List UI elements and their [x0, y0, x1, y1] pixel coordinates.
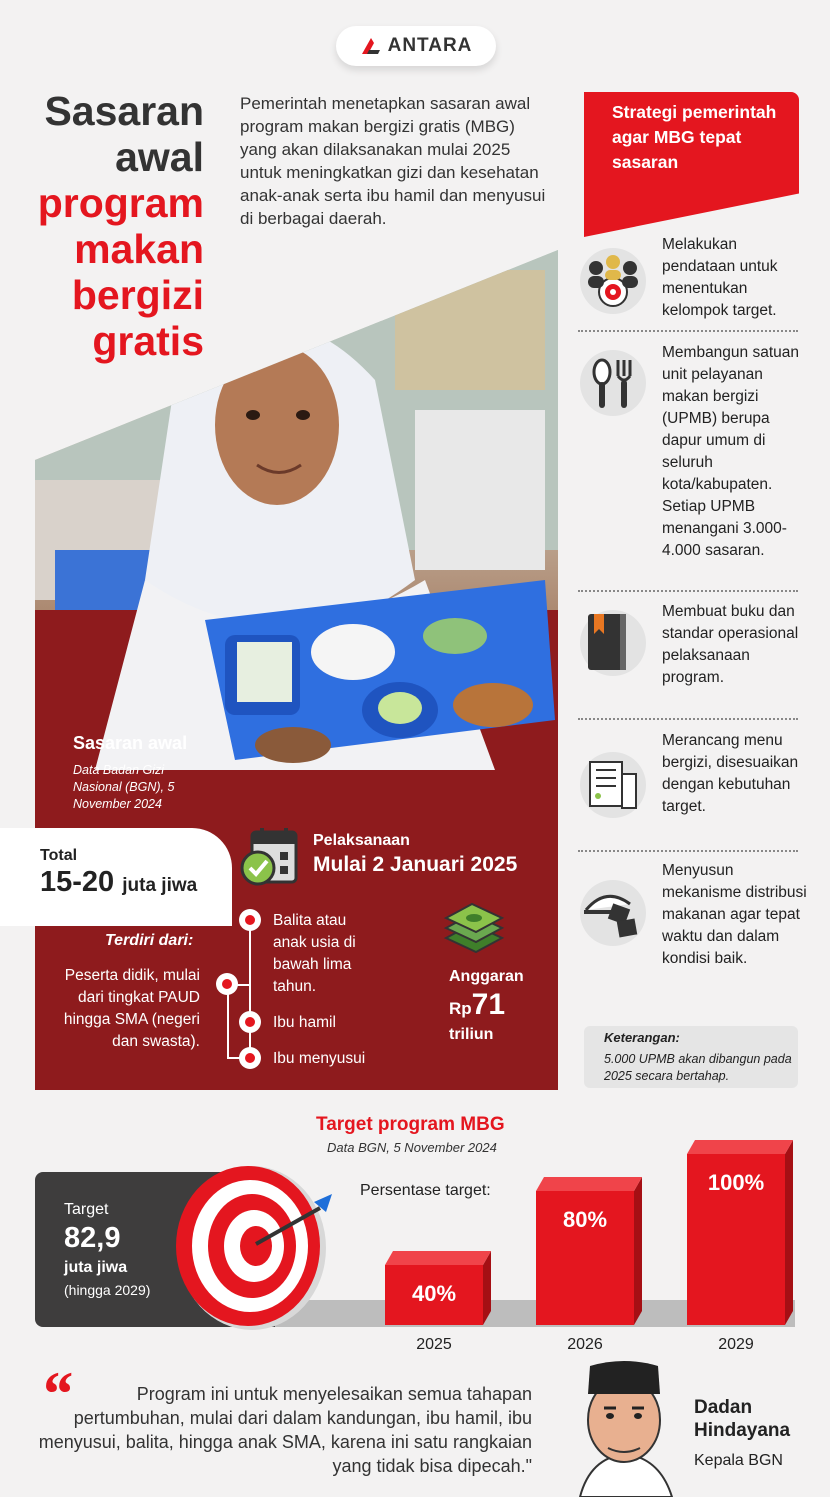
terdiri-label: Terdiri dari:: [105, 932, 194, 949]
bar-2029: [687, 1140, 793, 1353]
bar-year-label: 2026: [567, 1336, 603, 1353]
divider: [578, 718, 798, 720]
bar-value-label: 80%: [562, 1207, 608, 1232]
person-role: Kepala BGN: [694, 1452, 783, 1469]
delivery-icon: [580, 880, 646, 946]
person-portrait: [560, 1358, 690, 1497]
target-note: (hingga 2029): [64, 1282, 151, 1298]
sasaran-item: Ibu hamil: [273, 1014, 336, 1031]
title-line-2: awal: [115, 134, 204, 180]
menu-icon: [580, 752, 646, 818]
bar-side: [634, 1177, 642, 1325]
keterangan-label: Keterangan:: [604, 1030, 680, 1045]
connector-line: [249, 930, 251, 1058]
quote-mark-icon: “: [40, 1358, 72, 1429]
pelaksanaan-value: Mulai 2 Januari 2025: [313, 853, 518, 876]
strategy-item-text: Melakukan pendataan untuk menentukan kelompok target.: [662, 236, 778, 319]
calendar-icon: [240, 828, 298, 886]
divider: [578, 850, 798, 852]
sasaran-item: Balita atau anak usia di bawah lima tahun.: [273, 912, 356, 995]
title-line-3: program: [37, 180, 204, 226]
title-line-5: bergizi: [71, 272, 204, 318]
quote-text: Program ini untuk menyelesaikan semua tahapan pertumbuhan, mulai dari dalam kandungan, ibu hamil, ibu menyusui, balita, hingga anak SMA, karena ini satu rangkaian yang tidak bisa dipecah.": [38, 1384, 532, 1476]
bullet-dot: [239, 1011, 261, 1033]
target-dartboard-icon: [170, 1160, 360, 1335]
bar-value-label: 100%: [707, 1170, 765, 1195]
strategy-item-text: Membuat buku dan standar operasional pelaksanaan program.: [662, 603, 799, 686]
sasaran-label: Sasaran awal: [73, 733, 188, 753]
target-source: Data BGN, 5 November 2024: [327, 1140, 497, 1155]
spoon-fork-icon: [580, 350, 646, 416]
target-bar-chart: [370, 1130, 810, 1360]
divider: [578, 330, 798, 332]
strategy-item-text: Membangun satuan unit pelayanan makan bergizi (UPMB) berupa dapur umum di seluruh kota/kabupaten. Setiap UPMB menangani 3.000-4.000 sasaran.: [662, 344, 800, 559]
anggaran-value: [449, 988, 505, 1022]
connector-line-left: [227, 984, 229, 1058]
bullet-dot: [216, 973, 238, 995]
divider: [578, 590, 798, 592]
target-label: Target: [64, 1201, 109, 1218]
anggaran-number: 71: [471, 988, 506, 1021]
bullet-dot: [239, 1047, 261, 1069]
bullet-dot: [239, 909, 261, 931]
anggaran-label: Anggaran: [449, 968, 524, 985]
bar-year-label: 2029: [718, 1336, 754, 1353]
strategy-item-text: Menyusun mekanisme distribusi makanan agar tepat waktu dan dalam kondisi baik.: [662, 862, 807, 967]
total-value: [40, 866, 197, 899]
strategy-item-text: Merancang menu bergizi, disesuaikan dengan kebutuhan target.: [662, 732, 799, 815]
title-line-4: makan: [74, 226, 204, 272]
bar-top: [687, 1140, 793, 1154]
antara-logo: [336, 26, 496, 66]
total-unit: juta jiwa: [122, 875, 198, 896]
bar-value-label: 40%: [411, 1281, 457, 1306]
keterangan-text: 5.000 UPMB akan dibangun pada 2025 secara bertahap.: [604, 1052, 792, 1083]
target-title: Target program MBG: [316, 1114, 505, 1135]
strategy-title: Strategi pemerintah agar MBG tepat sasaran: [612, 102, 777, 172]
page-title: [38, 88, 204, 364]
money-icon: [436, 902, 508, 960]
anggaran-currency: Rp: [449, 999, 472, 1018]
total-number: 15-20: [40, 866, 115, 898]
bar-side: [785, 1140, 793, 1325]
peserta-didik-text: Peserta didik, mulai dari tingkat PAUD hingga SMA (negeri dan swasta).: [63, 967, 200, 1050]
book-icon: [580, 610, 646, 676]
title-line-1: Sasaran: [44, 88, 204, 134]
target-unit: juta jiwa: [64, 1259, 128, 1276]
pelaksanaan-label: Pelaksanaan: [313, 832, 410, 849]
person-name: Dadan Hindayana: [694, 1397, 791, 1441]
sasaran-item: Ibu menyusui: [273, 1050, 366, 1067]
bar-2026: [536, 1177, 642, 1353]
persentase-label: Persentase target:: [360, 1182, 491, 1199]
sasaran-source: Data Badan Gizi Nasional (BGN), 5 November 2024: [73, 763, 175, 811]
logo-text: ANTARA: [387, 35, 473, 56]
anggaran-unit: triliun: [449, 1026, 494, 1043]
title-line-6: gratis: [92, 318, 204, 364]
bar-2025: [385, 1251, 491, 1353]
bar-top: [536, 1177, 642, 1191]
bar-year-label: 2025: [416, 1336, 452, 1353]
intro-text: Pemerintah menetapkan sasaran awal program makan bergizi gratis (MBG) yang akan dilaksanakan mulai 2025 untuk meningkatkan gizi dan kesehatan anak-anak serta ibu hamil dan menyusui di berbagai daerah.: [240, 94, 546, 228]
target-people-icon: [580, 248, 646, 314]
antara-logo-icon: [360, 36, 382, 56]
bar-top: [385, 1251, 491, 1265]
total-label: Total: [40, 847, 78, 864]
target-value: 82,9: [64, 1222, 121, 1254]
